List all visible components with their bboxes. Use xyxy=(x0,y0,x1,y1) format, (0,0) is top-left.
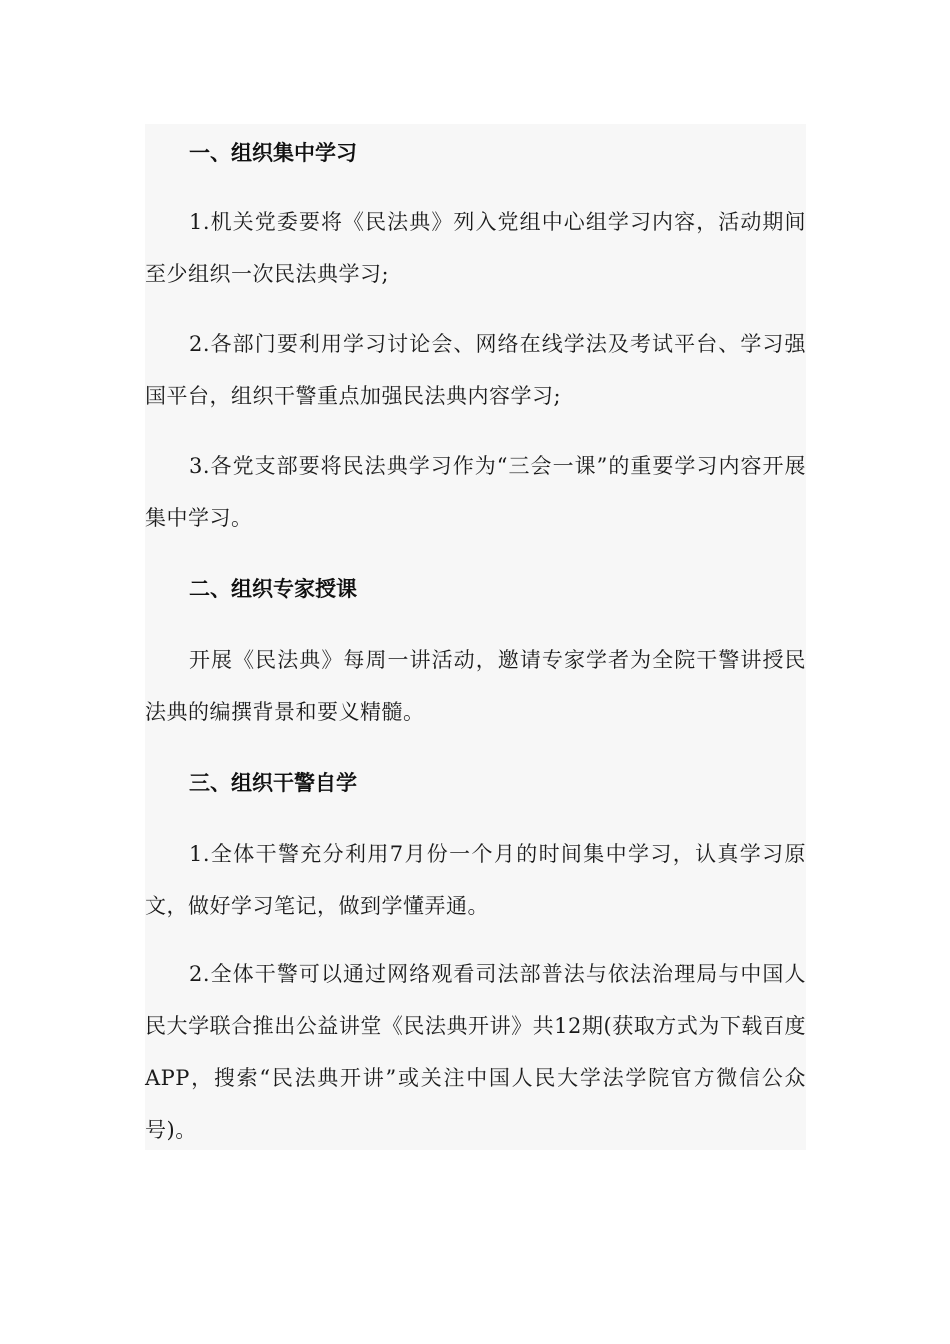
paragraph-1-3: 3.各党支部要将民法典学习作为“三会一课”的重要学习内容开展集中学习。 xyxy=(145,454,806,530)
paragraph-1-1: 1.机关党委要将《民法典》列入党组中心组学习内容，活动期间至少组织一次民法典学习; xyxy=(145,210,806,286)
document-body xyxy=(145,124,806,1150)
paragraph-3-2: 2.全体干警可以通过网络观看司法部普法与依法治理局与中国人民大学联合推出公益讲堂《民法典开讲》共12期(获取方式为下载百度APP，搜索“民法典开讲”或关注中国人民大学法学院官方微信公众号)。 xyxy=(145,962,806,1142)
paragraph-1-2: 2.各部门要利用学习讨论会、网络在线学法及考试平台、学习强国平台，组织干警重点加强民法典内容学习; xyxy=(145,332,806,408)
section-heading-1: 一、组织集中学习 xyxy=(189,141,357,165)
paragraph-2-1: 开展《民法典》每周一讲活动，邀请专家学者为全院干警讲授民法典的编撰背景和要义精髓。 xyxy=(145,648,806,724)
section-heading-2: 二、组织专家授课 xyxy=(189,577,357,601)
paragraph-3-1: 1.全体干警充分利用7月份一个月的时间集中学习，认真学习原文，做好学习笔记，做到学懂弄通。 xyxy=(145,842,806,918)
section-heading-3: 三、组织干警自学 xyxy=(189,771,357,795)
